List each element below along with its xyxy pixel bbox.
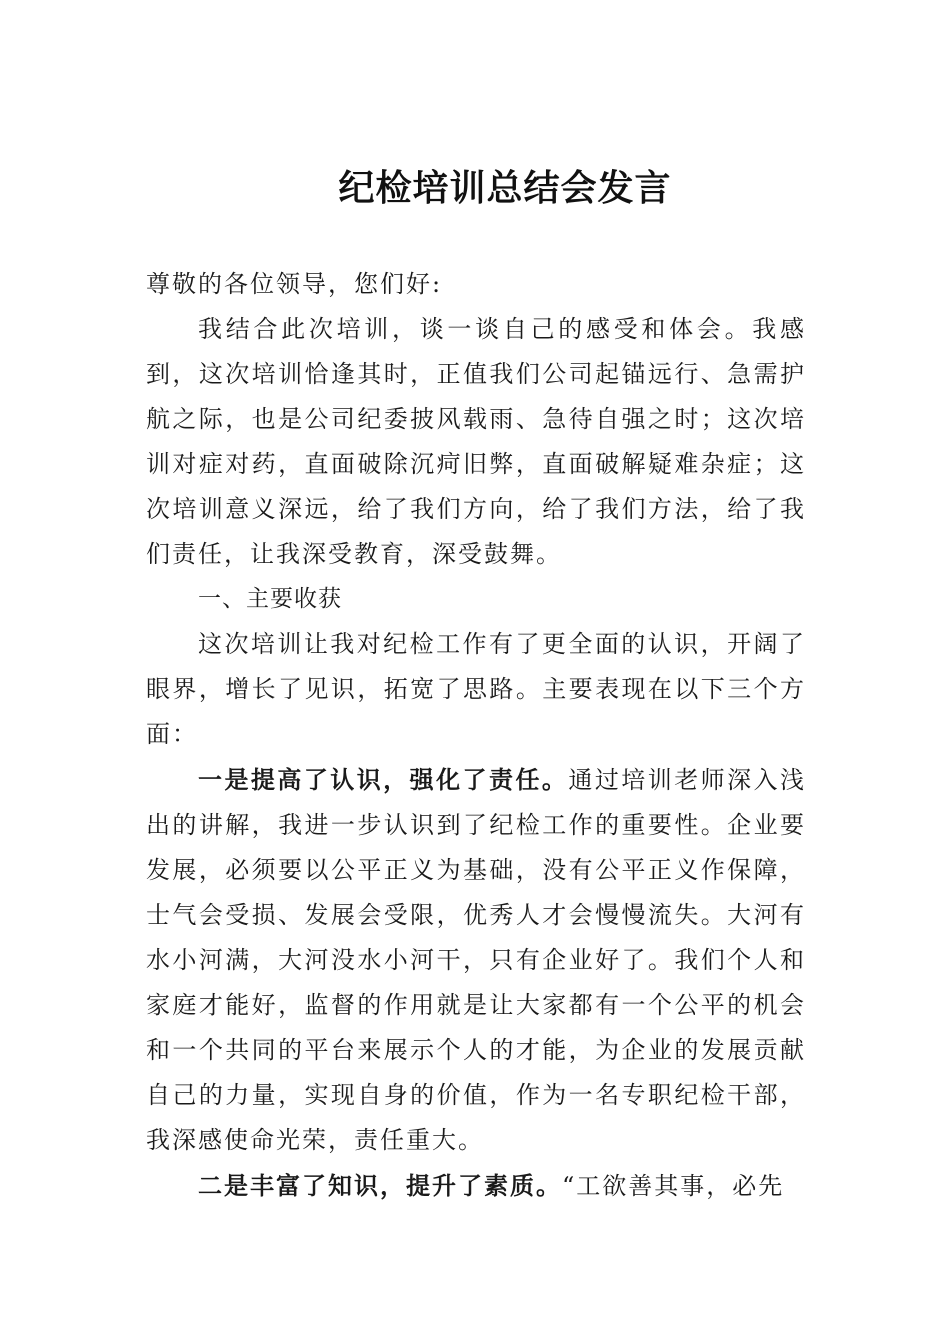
point-one-paragraph xyxy=(146,757,806,1163)
point-one-text: 通过培训老师深入浅出的讲解，我进一步认识到了纪检工作的重要性。企业要发展，必须要以公平正义为基础，没有公平正义作保障，士气会受损、发展会受限，优秀人才会慢慢流失。大河有水小河满，大河没水小河干，只有企业好了。我们个人和家庭才能好，监督的作用就是让大家都有一个公平的机会和一个共同的平台来展示个人的才能，为企业的发展贡献自己的力量，实现自身的价值，作为一名专职纪检干部，我深感使命光荣，责任重大。 xyxy=(146,766,807,1154)
section-intro-paragraph: 这次培训让我对纪检工作有了更全面的认识，开阔了眼界，增长了见识，拓宽了思路。主要表现在以下三个方面： xyxy=(146,630,806,748)
point-two-lead: 二是丰富了知识，提升了素质。 xyxy=(198,1171,562,1200)
section-heading: 一、主要收获 xyxy=(198,586,342,612)
greeting: 尊敬的各位领导，您们好: xyxy=(146,270,443,298)
point-one-lead: 一是提高了认识，强化了责任。 xyxy=(198,765,569,794)
point-two-paragraph xyxy=(146,1163,806,1209)
document-title: 纪检培训总结会发言 xyxy=(338,167,672,209)
intro-paragraph: 我结合此次培训，谈一谈自己的感受和体会。我感到，这次培训恰逢其时，正值我们公司起锚远行、急需护航之际，也是公司纪委披风载雨、急待自强之时；这次培训对症对药，直面破除沉疴旧弊，直面破解疑难杂症；这次培训意义深远，给了我们方向，给了我们方法，给了我们责任，让我深受教育，深受鼓舞。 xyxy=(146,315,806,568)
document-body xyxy=(146,262,806,1209)
point-two-text: “工欲善其事，必先 xyxy=(562,1172,785,1200)
